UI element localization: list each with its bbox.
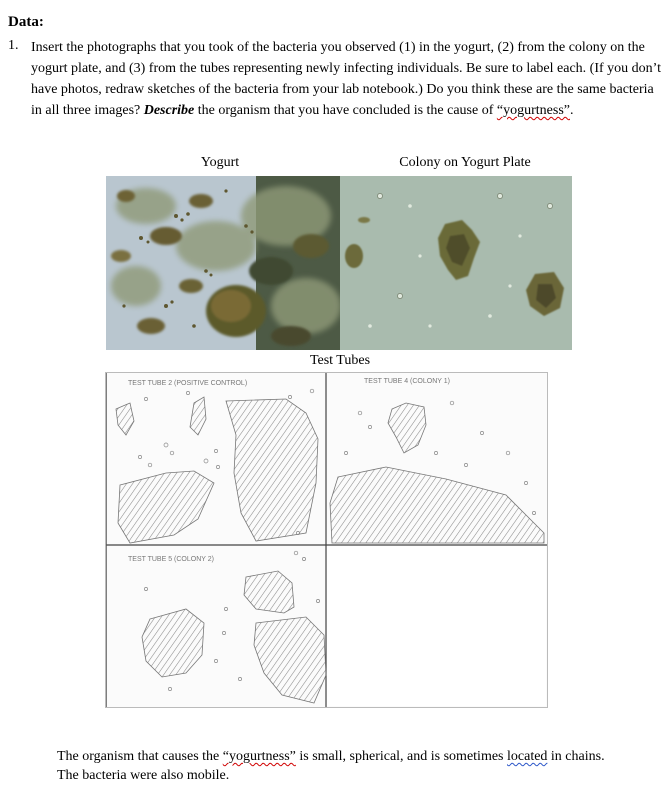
question-number: 1. bbox=[8, 38, 19, 53]
caption-yogurt: Yogurt bbox=[200, 155, 240, 170]
caption-colony: Colony on Yogurt Plate bbox=[399, 155, 531, 170]
conclusion-post: in chains. The bacteria were also mobile. bbox=[57, 749, 605, 783]
sketch-label-tube5: TEST TUBE 5 (COLONY 2) bbox=[128, 556, 214, 563]
conclusion-mid: is small, spherical, and is sometimes bbox=[295, 749, 507, 764]
yogurt-photo bbox=[106, 176, 340, 350]
sketch-label-tube2: TEST TUBE 2 (POSITIVE CONTROL) bbox=[128, 380, 248, 387]
conclusion-quoted-term: “yogurtness” bbox=[222, 749, 296, 764]
sketch-label-tube4: TEST TUBE 4 (COLONY 1) bbox=[364, 378, 450, 385]
question-quoted-term: “yogurtness” bbox=[496, 103, 570, 118]
conclusion-pre: The organism that causes the bbox=[57, 749, 223, 764]
question-emphasis: Describe bbox=[143, 103, 195, 118]
test-tube-sketches bbox=[105, 372, 548, 708]
caption-test-tubes: Test Tubes bbox=[309, 353, 371, 368]
question-end: . bbox=[569, 103, 574, 118]
colony-photo bbox=[340, 176, 572, 350]
conclusion-text bbox=[57, 747, 617, 785]
section-heading: Data: bbox=[8, 14, 44, 30]
question-text bbox=[31, 37, 666, 121]
question-part1: Insert the photographs that you took of the bacteria you observed (1) in the yogurt, (2) from the colony on the yogurt plate, and (3) from the tubes representing newly infecting individuals. Be sure to label each. (If you don’t have photos, redraw sketches of the bacteria from your lab notebook.) Do you think these are the same bacteria in all three images? bbox=[31, 40, 661, 118]
conclusion-located: located bbox=[507, 749, 548, 764]
question-part2: the organism that you have concluded is the cause of bbox=[194, 103, 497, 118]
